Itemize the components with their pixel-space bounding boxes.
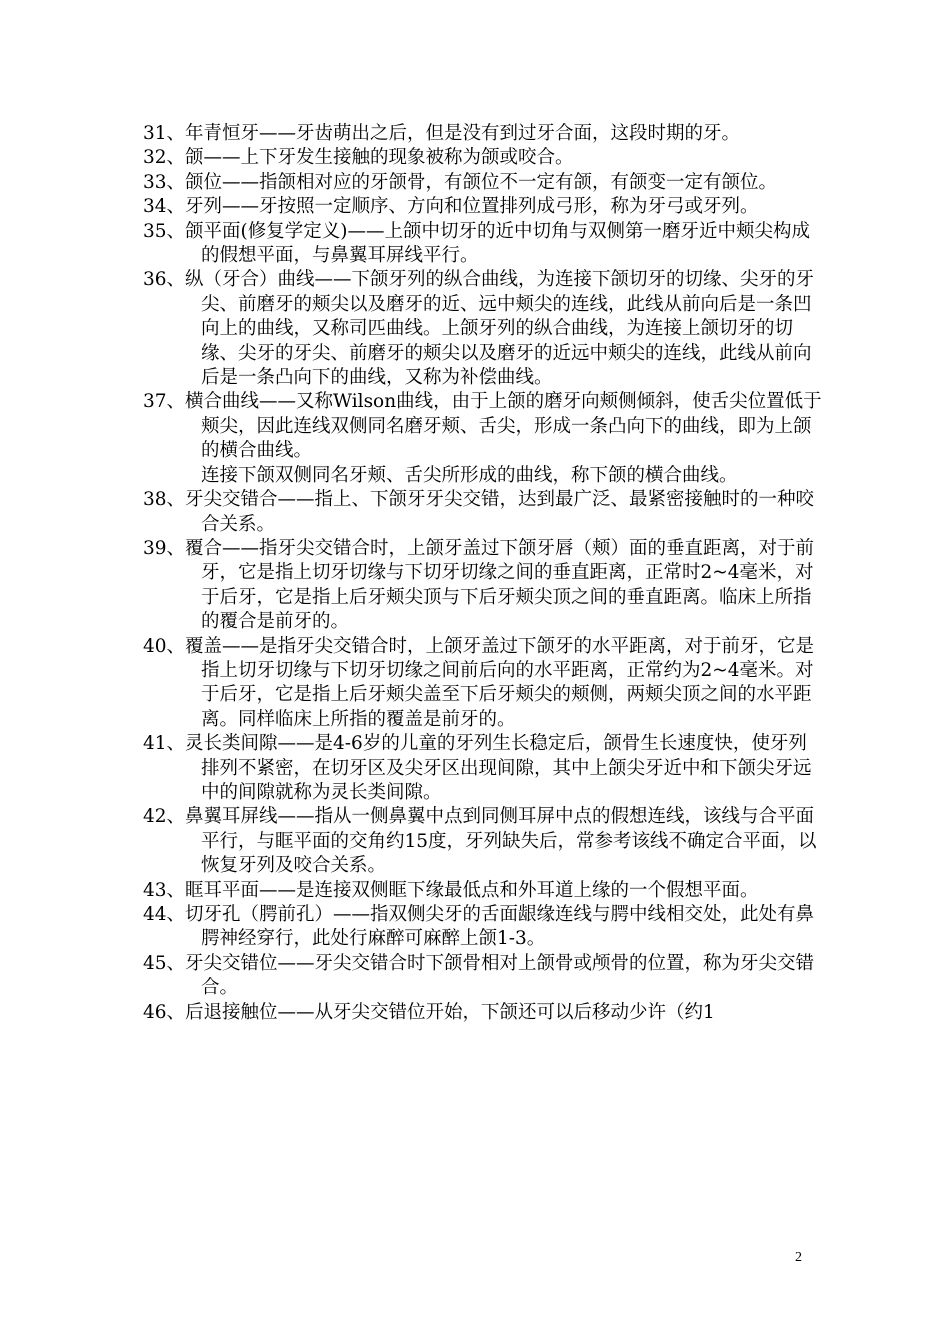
entry-45: 45、牙尖交错位——牙尖交错合时下颌骨相对上颌骨或颅骨的位置，称为牙尖交错合。	[143, 952, 815, 999]
entry-list	[143, 122, 823, 1025]
entry-37-continuation: 连接下颌双侧同名牙颊、舌尖所形成的曲线，称下颌的横合曲线。	[201, 464, 738, 486]
entry-32: 32、颌——上下牙发生接触的现象被称为颌或咬合。	[143, 147, 574, 169]
entry-42: 42、鼻翼耳屏线——指从一侧鼻翼中点到同侧耳屏中点的假想连线，该线与合平面平行，与眶平面的交角约15度，牙列缺失后，常参考该线不确定合平面，以恢复牙列及咬合关系。	[143, 806, 817, 877]
entry-35: 35、颌平面(修复学定义)——上颌中切牙的近中切角与双侧第一磨牙近中颊尖构成的假想平面，与鼻翼耳屏线平行。	[143, 220, 810, 267]
page-number: 2	[795, 1250, 802, 1265]
entry-40: 40、覆盖——是指牙尖交错合时，上颌牙盖过下颌牙的水平距离，对于前牙，它是指上切牙切缘与下切牙切缘之间前后向的水平距离，正常约为2~4毫米。对于后牙，它是指上后牙颊尖盖至下后牙颊尖的颊侧，两颊尖顶之间的水平距离。同样临床上所指的覆盖是前牙的。	[143, 635, 815, 730]
entry-34: 34、牙列——牙按照一定顺序、方向和位置排列成弓形，称为牙弓或牙列。	[143, 196, 759, 218]
entry-41: 41、灵长类间隙——是4-6岁的儿童的牙列生长稳定后，颌骨生长速度快，使牙列排列不紧密，在切牙区及尖牙区出现间隙，其中上颌尖牙近中和下颌尖牙远中的间隙就称为灵长类间隙。	[143, 733, 812, 803]
entry-33: 33、颌位——指颌相对应的牙颌骨，有颌位不一定有颌，有颌变一定有颌位。	[143, 171, 778, 193]
entry-44: 44、切牙孔（腭前孔）——指双侧尖牙的舌面龈缘连线与腭中线相交处，此处有鼻腭神经穿行，此处行麻醉可麻醉上颌1-3。	[143, 904, 815, 950]
entry-39: 39、覆合——指牙尖交错合时，上颌牙盖过下颌牙唇（颊）面的垂直距离，对于前牙，它是指上切牙切缘与下切牙切缘之间的垂直距离，正常时2~4毫米，对于后牙，它是指上后牙颊尖顶与下后牙颊尖顶之间的垂直距离。临床上所指的覆合是前牙的。	[143, 537, 815, 633]
entry-46: 46、后退接触位——从牙尖交错位开始，下颌还可以后移动少许（约1	[143, 1001, 715, 1023]
entry-38: 38、牙尖交错合——指上、下颌牙牙尖交错，达到最广泛、最紧密接触时的一种咬合关系。	[143, 489, 815, 535]
entry-43: 43、眶耳平面——是连接双侧眶下缘最低点和外耳道上缘的一个假想平面。	[143, 879, 759, 901]
entry-37: 37、横合曲线——又称Wilson曲线，由于上颌的磨牙向颊侧倾斜，使舌尖位置低于颊尖，因此连线双侧同名磨牙颊、舌尖，形成一条凸向下的曲线，即为上颌的横合曲线。	[143, 391, 822, 462]
entry-31: 31、年青恒牙——牙齿萌出之后，但是没有到过牙合面，这段时期的牙。	[143, 123, 741, 144]
entry-36: 36、纵（牙合）曲线——下颌牙列的纵合曲线，为连接下颌切牙的切缘、尖牙的牙尖、前磨牙的颊尖以及磨牙的近、远中颊尖的连线，此线从前向后是一条凹向上的曲线，又称司匹曲线。上颌牙列的纵合曲线，为连接上颌切牙的切缘、尖牙的牙尖、前磨牙的颊尖以及磨牙的近远中颊尖的连线，此线从前向后是一条凸向下的曲线，又称为补偿曲线。	[143, 269, 815, 389]
